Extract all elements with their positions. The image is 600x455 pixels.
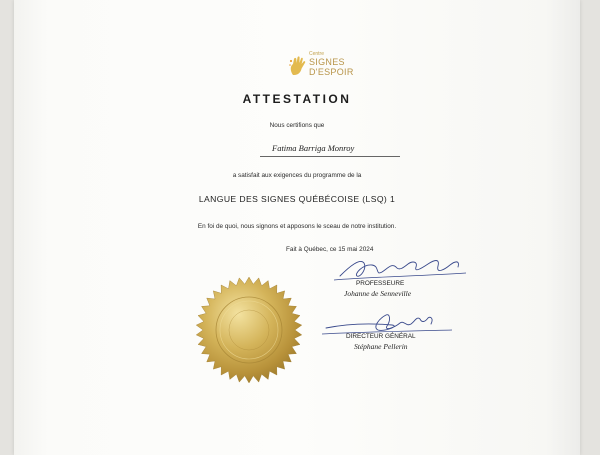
- logo-line1: SIGNES: [309, 57, 345, 67]
- certificate-title: ATTESTATION: [242, 92, 352, 106]
- director-role: DIRECTEUR GÉNÉRAL: [346, 333, 416, 340]
- gold-seal-icon: [194, 275, 304, 385]
- director-name: Stéphane Pellerin: [354, 342, 408, 351]
- logo-small-text: Centre: [309, 51, 325, 57]
- logo-line2: D'ESPOIR: [309, 67, 354, 77]
- witness-text: En foi de quoi, nous signons et apposons le sceau de notre institution.: [197, 223, 397, 230]
- program-name: LANGUE DES SIGNES QUÉBÉCOISE (LSQ) 1: [198, 194, 396, 204]
- centre-signes-espoir-logo: [288, 50, 354, 84]
- certify-text: Nous certifions que: [269, 122, 325, 129]
- date-place: Fait à Québec, ce 15 mai 2024: [286, 246, 374, 253]
- name-underline: [260, 156, 400, 157]
- recipient-name: Fatima Barriga Monroy: [272, 143, 355, 153]
- certificate-sheet: [14, 0, 580, 455]
- professor-role: PROFESSEURE: [356, 280, 405, 287]
- hand-logo-icon: [288, 55, 308, 77]
- requirements-text: a satisfait aux exigences du programme de la: [232, 172, 362, 179]
- professor-name: Johanne de Senneville: [344, 289, 412, 298]
